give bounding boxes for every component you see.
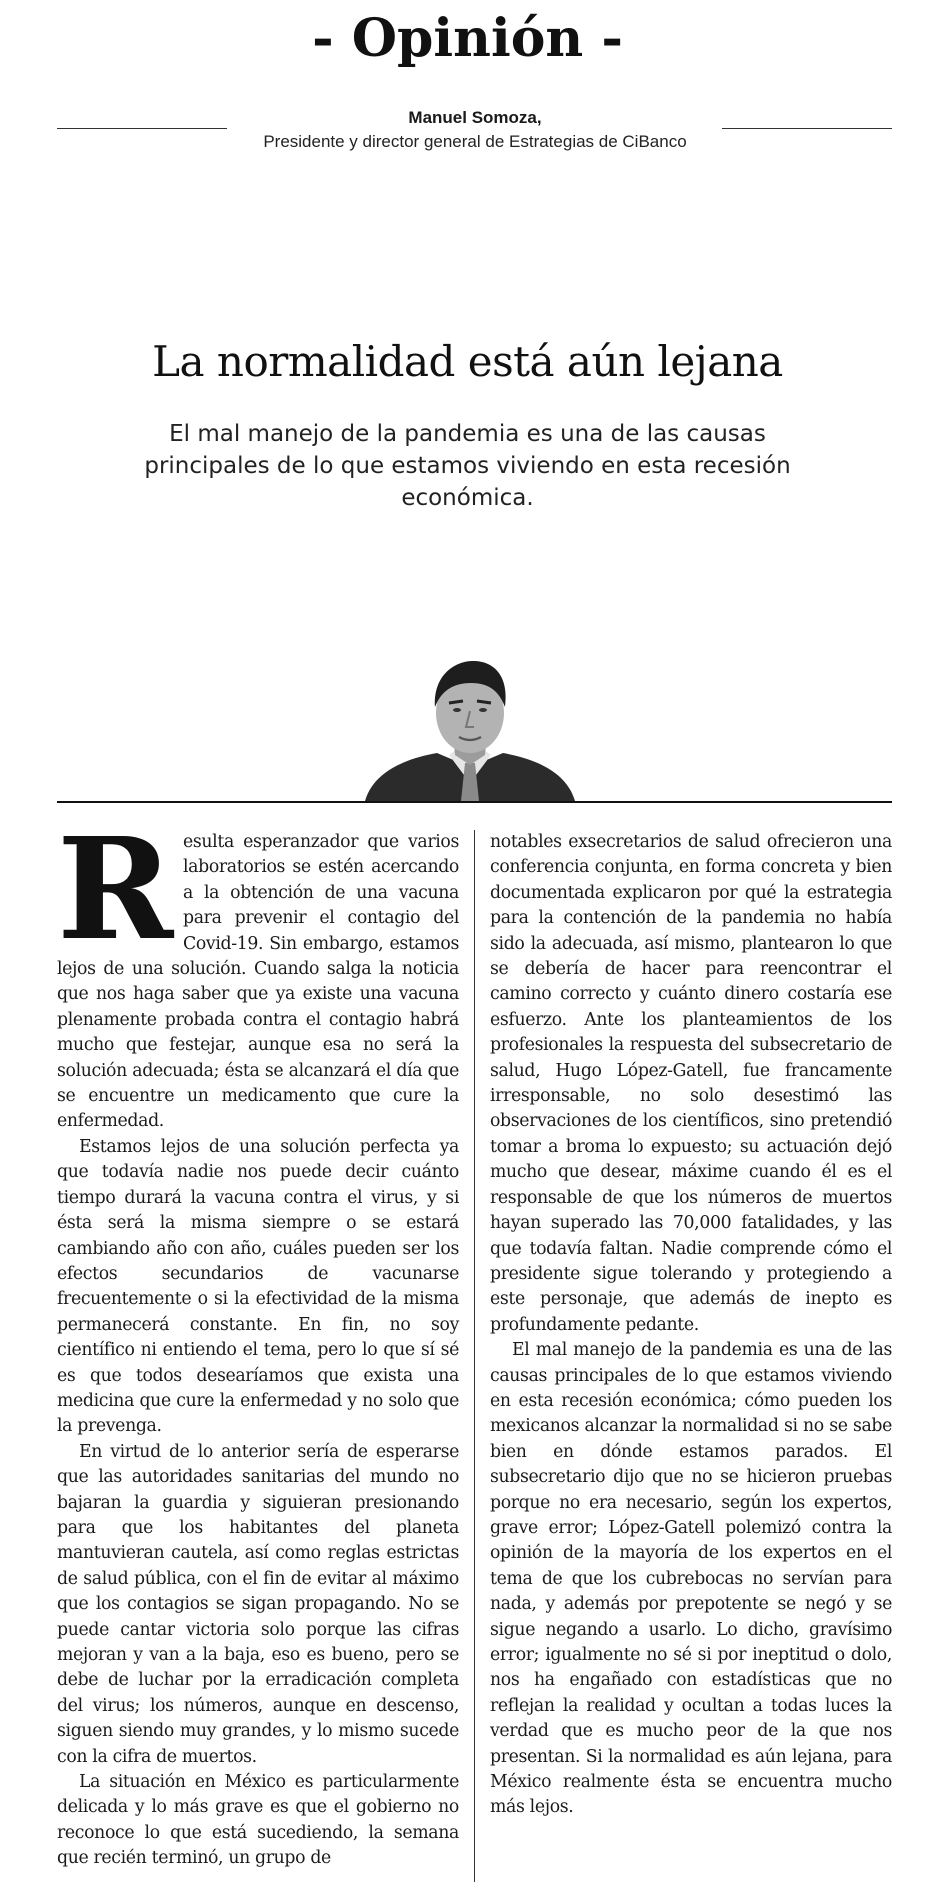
column-divider: [474, 830, 475, 1882]
byline: [230, 106, 720, 154]
paragraph-text: esulta esperanzador que varios laboratorios se estén acercando a la obtención de una vacuna para prevenir el contagio del Covid-19. Sin embargo, estamos lejos de una solución. Cuando salga la noticia que nos haga saber que ya existe una vacuna plenamente probada contra el contagio habrá mucho que festejar, aunque esa no será la solución adecuada; ésta se alcanzará el día que se encuentre un medicamento que cure la enfermedad.: [57, 832, 459, 1132]
article-paragraph: El mal manejo de la pandemia es una de las causas principales de lo que estamos viviendo en esta recesión económica; cómo pueden los mexicanos alcanzar la normalidad si no se sabe bien en dónde estamos parados. El subsecretario dijo que no se hicieron pruebas porque no era necesario, según los expertos, grave error; López-Gatell polemizó contra la opinión de la mayoría de los expertos en el tema de que los cubrebocas no servían para nada, y además por prepotente se negó y se sigue negando a usarlo. Lo dicho, gravísimo error; igualmente no sé si por ineptitud o dolo, nos ha engañado con estadísticas que no reflejan la realidad y ocultan a todas luces la verdad que es mucho peor de la que nos presentan. Si la normalidad es aún lejana, para México realmente ésta se encuentra mucho más lejos.: [490, 1340, 892, 1818]
byline-rule-right: [722, 128, 892, 129]
section-title: - Opinión -: [312, 8, 623, 69]
author-role: Presidente y director general de Estrategias de CiBanco: [263, 132, 687, 151]
article-column-right: [490, 830, 892, 1890]
byline-rule-left: [57, 128, 227, 129]
drop-cap: R: [57, 808, 173, 972]
article-paragraph: Estamos lejos de una solución perfecta ya que todavía nadie nos puede decir cuánto tiempo durará la vacuna contra el virus, y si ésta será la misma siempre o se estará cambiando año con año, cuáles pueden ser los efectos secundarios de vacunarse frecuentemente o si la efectividad de la misma permanecerá constante. En fin, no soy científico ni entiendo el tema, pero lo que sí sé es que todos desearíamos que exista una medicina que cure la enfermedad y no solo que la prevenga.: [57, 1136, 459, 1437]
article-paragraph: En virtud de lo anterior sería de esperarse que las autoridades sanitarias del mundo no bajaran la guardia y siguieran presionando para que los habitantes del planeta mantuvieran cautela, así como reglas estrictas de salud pública, con el fin de evitar al máximo que los contagios se sigan propagando. No se puede cantar victoria solo porque las cifras mejoran y van a la baja, eso es bueno, pero se debe de luchar por la erradicación completa del virus; los números, aunque en descenso, siguen siendo muy grandes, y lo mismo sucede con la cifra de muertos.: [57, 1441, 459, 1767]
article-paragraph: notables exsecretarios de salud ofrecieron una conferencia conjunta, en forma concreta y bien documentada explicaron por qué la estrategia para la contención de la pandemia no había sido la adecuada, así mismo, plantearon lo que se debería de hacer para reencontrar el camino correcto y cuánto dinero costaría ese esfuerzo. Ante los planteamientos de los profesionales la respuesta del subsecretario de salud, Hugo López-Gatell, fue francamente irresponsable, no solo desestimó las observaciones de los científicos, sino pretendió tomar a broma lo expuesto; su actuación dejó mucho que desear, máxime cuando él es el responsable de que los números de muertos hayan superado las 70,000 fatalidades, y las que todavía faltan. Nadie comprende cómo el presidente sigue tolerando y protegiendo a este personaje, que además de inepto es profundamente pedante.: [490, 832, 892, 1335]
author-name: Manuel Somoza,: [408, 108, 542, 127]
article-column-left: [57, 808, 459, 1890]
author-portrait: [365, 655, 575, 801]
article-headline: La normalidad está aún lejana: [152, 337, 783, 386]
article-top-rule: [57, 801, 892, 803]
article-paragraph: [57, 808, 459, 1135]
article-subhead: El mal manejo de la pandemia es una de las causas principales de lo que estamos viviendo en esta recesión económica.: [144, 421, 791, 511]
article-paragraph: La situación en México es particularmente delicada y lo más grave es que el gobierno no reconoce lo que está sucediendo, la semana que recién terminó, un grupo de: [57, 1772, 459, 1869]
